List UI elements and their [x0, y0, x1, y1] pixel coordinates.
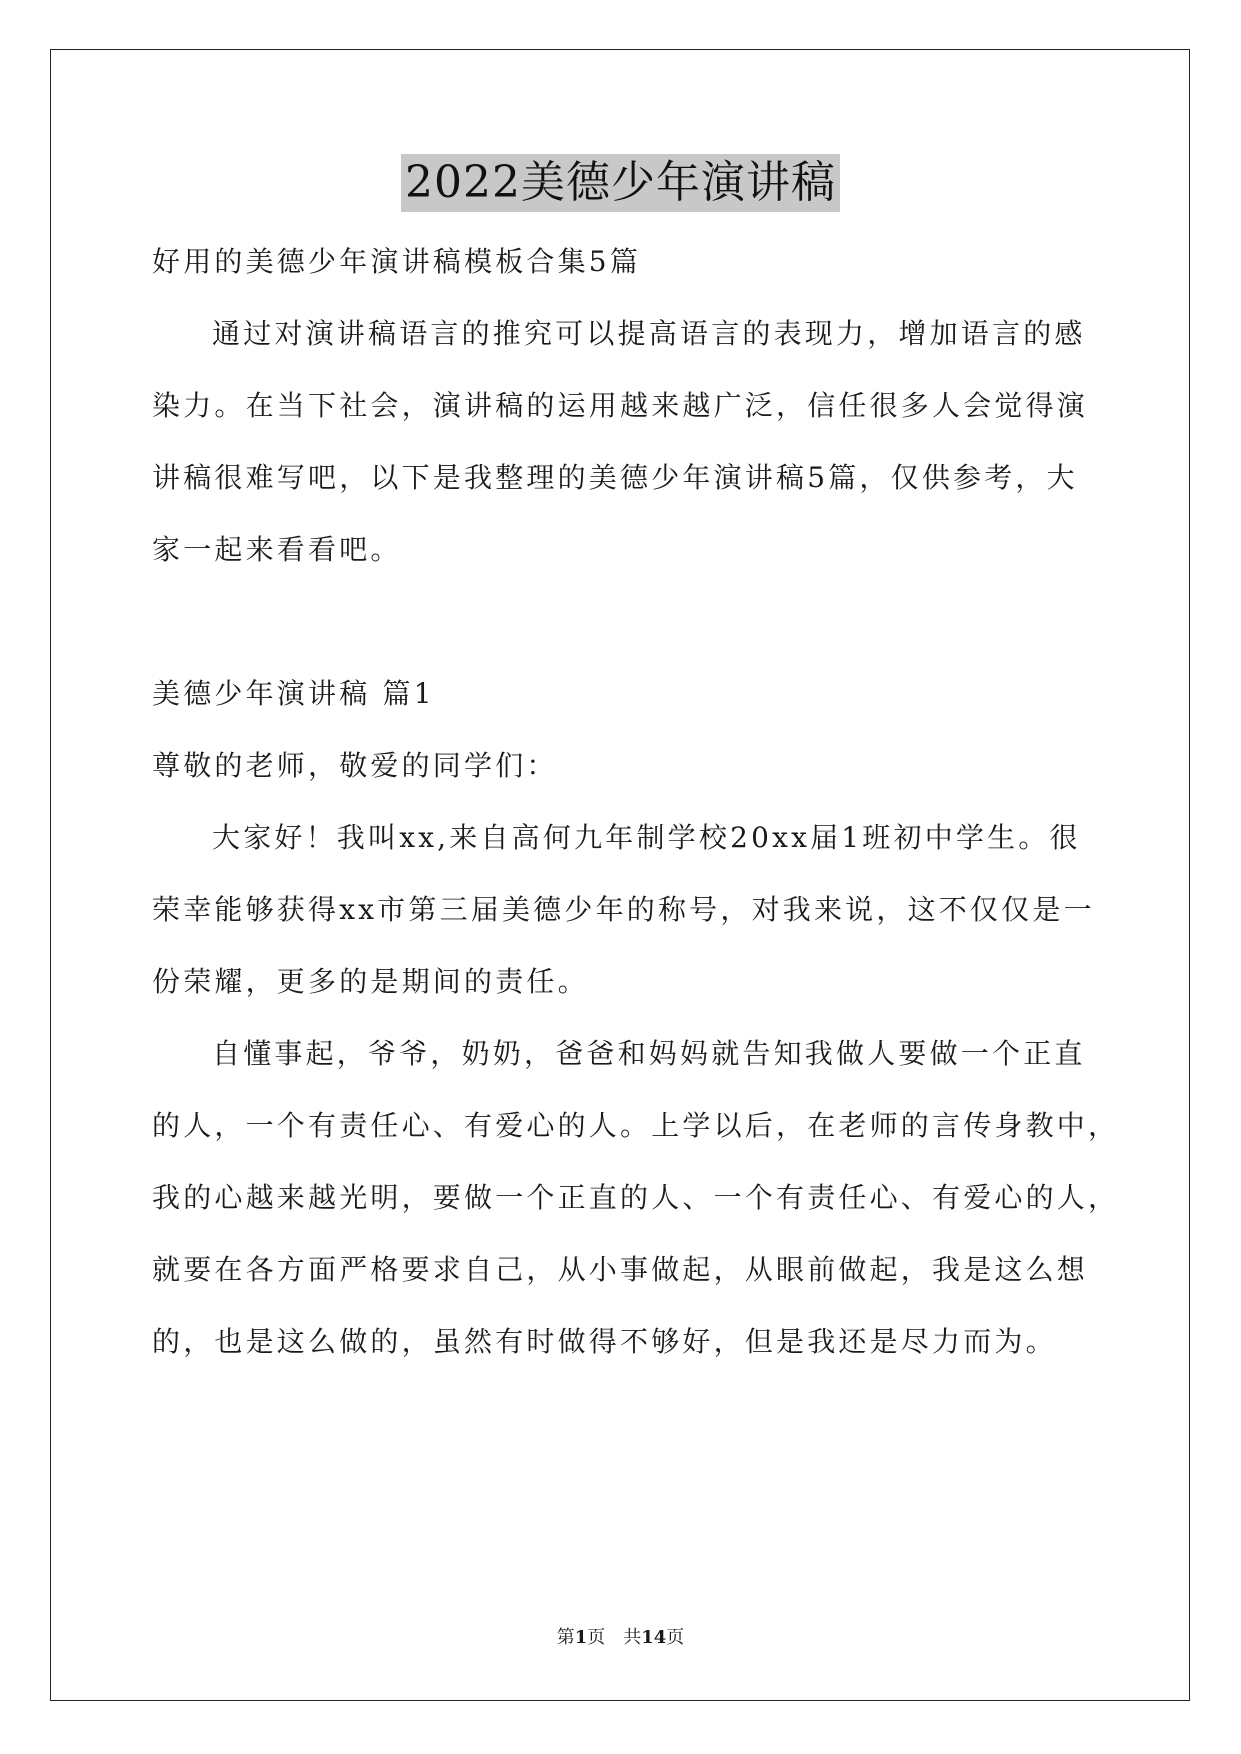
body-paragraph-line: 我的心越来越光明，要做一个正直的人、一个有责任心、有爱心的人，: [152, 1181, 1120, 1214]
page-suffix: 页: [587, 1627, 606, 1648]
current-page-number: 1: [574, 1627, 588, 1648]
intro-paragraph-line: 家一起来看看吧。: [152, 533, 402, 566]
section-heading: 美德少年演讲稿 篇1: [152, 677, 435, 710]
title-container: [0, 154, 1241, 212]
page-border: [50, 49, 1190, 1701]
body-paragraph-line: 大家好！我叫xx,来自高何九年制学校20xx届1班初中学生。很: [212, 821, 1081, 854]
body-paragraph-line: 份荣耀，更多的是期间的责任。: [152, 965, 589, 998]
body-paragraph-line: 的人，一个有责任心、有爱心的人。上学以后，在老师的言传身教中，: [152, 1109, 1120, 1142]
intro-paragraph-line: 讲稿很难写吧，以下是我整理的美德少年演讲稿5篇，仅供参考，大: [152, 461, 1078, 494]
total-prefix: 共: [623, 1627, 642, 1648]
body-paragraph-line: 荣幸能够获得xx市第三届美德少年的称号，对我来说，这不仅仅是一: [152, 893, 1095, 926]
salutation-line: 尊敬的老师，敬爱的同学们：: [152, 749, 558, 782]
document-title: 2022美德少年演讲稿: [401, 154, 840, 212]
subtitle-line: 好用的美德少年演讲稿模板合集5篇: [152, 245, 642, 278]
total-page-number: 14: [641, 1627, 667, 1648]
intro-paragraph-line: 染力。在当下社会，演讲稿的运用越来越广泛，信任很多人会觉得演: [152, 389, 1089, 422]
body-paragraph-line: 自懂事起，爷爷，奶奶，爸爸和妈妈就告知我做人要做一个正直: [212, 1037, 1086, 1070]
body-paragraph-line: 的，也是这么做的，虽然有时做得不够好，但是我还是尽力而为。: [152, 1325, 1057, 1358]
intro-paragraph-line: 通过对演讲稿语言的推究可以提高语言的表现力，增加语言的感: [212, 317, 1086, 350]
body-paragraph-line: 就要在各方面严格要求自己，从小事做起，从眼前做起，我是这么想: [152, 1253, 1089, 1286]
page-footer: [0, 1626, 1241, 1650]
total-suffix: 页: [666, 1627, 685, 1648]
page-prefix: 第: [556, 1627, 575, 1648]
